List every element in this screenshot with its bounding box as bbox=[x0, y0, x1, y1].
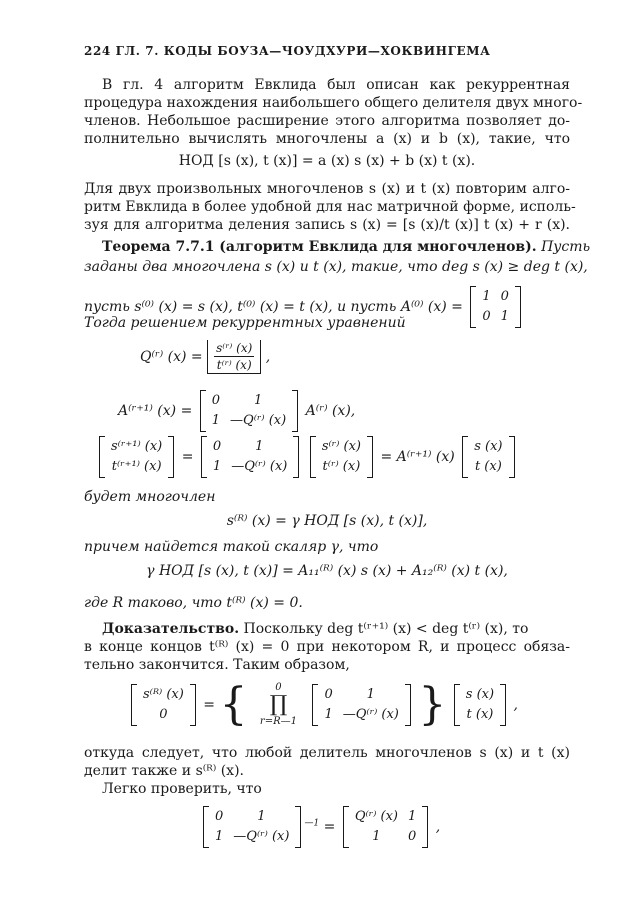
identity-cell: 0 bbox=[500, 289, 509, 304]
vector-current bbox=[310, 436, 373, 478]
comma: , bbox=[435, 819, 441, 835]
equation-sR: s⁽ᴿ⁾ (x) = γ НОД [s (x), t (x)], bbox=[226, 513, 428, 529]
proof-line3: тельно закончится. Таким образом, bbox=[84, 657, 350, 673]
q-matrix bbox=[201, 436, 299, 478]
equation-gamma: γ НОД [s (x), t (x)] = A₁₁⁽ᴿ⁾ (x) s (x) + A₁₂⁽ᴿ⁾ (x) t (x), bbox=[146, 563, 508, 579]
equation-q bbox=[140, 340, 270, 374]
theorem-title: Теорема 7.7.1 (алгоритм Евклида для многочленов). bbox=[102, 239, 537, 255]
para2-line1: Для двух произвольных многочленов s (x) и t (x) повторим алго- bbox=[84, 181, 570, 197]
vector-initial bbox=[454, 684, 506, 726]
inverse-matrix bbox=[343, 806, 428, 848]
comma: , bbox=[513, 697, 518, 713]
eq-q-tail: , bbox=[265, 349, 271, 365]
proof-line1 bbox=[84, 620, 570, 638]
vector-cell: s (x) bbox=[465, 687, 495, 702]
proof-title: Доказательство. bbox=[102, 621, 240, 637]
equation-gcd: НОД [s (x), t (x)] = a (x) s (x) + b (x) t (x). bbox=[178, 153, 476, 169]
proof-line1-text: Поскольку deg t⁽ʳ⁺¹⁾ (x) < deg t⁽ʳ⁾ (x), то bbox=[243, 621, 529, 637]
identity-cell: 1 bbox=[482, 289, 491, 304]
matrix-cell: —Q⁽ʳ⁾ (x) bbox=[231, 459, 288, 474]
equation-product bbox=[128, 679, 518, 730]
matrix-cell: 1 bbox=[408, 809, 417, 824]
q-matrix bbox=[200, 390, 298, 432]
right-brace: } bbox=[418, 679, 447, 730]
product-upper: 0 bbox=[275, 682, 282, 693]
fraction-denominator: t⁽ʳ⁾ (x) bbox=[216, 358, 252, 372]
para3-line1: откуда следует, что любой делитель многочленов s (x) и t (x) bbox=[84, 745, 570, 761]
vector-cell: s⁽ʳ⁾ (x) bbox=[321, 439, 361, 454]
equation-st bbox=[96, 436, 518, 478]
equals-sign: = bbox=[323, 819, 336, 835]
matrix-cell: 1 bbox=[257, 809, 266, 824]
vector-cell: t (x) bbox=[466, 707, 494, 722]
para1-line1: В гл. 4 алгоритм Евклида был описан как рекуррентная bbox=[102, 77, 570, 93]
floor-bracket bbox=[207, 340, 261, 374]
product-operator bbox=[260, 682, 297, 728]
theorem-lead: Пусть bbox=[541, 239, 591, 255]
identity-cell: 0 bbox=[482, 309, 491, 324]
text-budet: будет многочлен bbox=[84, 489, 216, 505]
inverse-exponent: —1 bbox=[304, 818, 320, 829]
matrix-cell: 0 bbox=[324, 687, 333, 702]
text-gde: где R таково, что t⁽ᴿ⁾ (x) = 0. bbox=[84, 595, 303, 611]
proof-line2: в конце концов t⁽ᴿ⁾ (x) = 0 при некотором R, и процесс обяза- bbox=[84, 639, 570, 655]
fraction-numerator: s⁽ʳ⁾ (x) bbox=[216, 341, 253, 355]
eq-a-tail: A⁽ʳ⁾ (x), bbox=[305, 403, 356, 419]
product-symbol: ∏ bbox=[269, 692, 288, 717]
matrix-cell: —Q⁽ʳ⁾ (x) bbox=[230, 413, 287, 428]
para3-line3: Легко проверить, что bbox=[102, 781, 262, 797]
theorem-line3-text: пусть s⁽⁰⁾ (x) = s (x), t⁽⁰⁾ (x) = t (x), и пусть A⁽⁰⁾ (x) = bbox=[84, 299, 463, 315]
fraction bbox=[214, 340, 254, 373]
para3-line2: делит также и s⁽ᴿ⁾ (x). bbox=[84, 763, 244, 779]
matrix-cell: 0 bbox=[408, 829, 417, 844]
matrix-cell: —Q⁽ʳ⁾ (x) bbox=[233, 829, 290, 844]
vector-cell: s⁽ᴿ⁾ (x) bbox=[143, 687, 184, 702]
q-matrix bbox=[312, 684, 410, 726]
equals-sign: = bbox=[181, 449, 194, 465]
matrix-cell: Q⁽ʳ⁾ (x) bbox=[354, 809, 398, 824]
para1-line2: процедура нахождения наибольшего общего делителя двух много- bbox=[84, 95, 583, 111]
matrix-cell: 1 bbox=[372, 829, 381, 844]
vector-cell: t (x) bbox=[474, 459, 502, 474]
matrix-cell: 1 bbox=[366, 687, 375, 702]
matrix-cell: 1 bbox=[255, 439, 264, 454]
theorem-line2: заданы два многочлена s (x) и t (x), такие, что deg s (x) ≥ deg t (x), bbox=[84, 259, 588, 275]
equation-a bbox=[118, 390, 355, 432]
matrix-cell: 1 bbox=[253, 393, 263, 408]
eq-st-mid: = A⁽ʳ⁺¹⁾ (x) bbox=[380, 449, 455, 465]
product-lower: r=R—1 bbox=[259, 716, 297, 727]
equals-sign: = bbox=[203, 697, 216, 713]
matrix-cell: 1 bbox=[211, 413, 221, 428]
theorem-title-line bbox=[84, 238, 591, 256]
vector-cell: s (x) bbox=[474, 439, 503, 454]
vector-next bbox=[99, 436, 174, 478]
para1-line4: полнительно вычислять многочлены a (x) и b (x), такие, что bbox=[84, 131, 570, 147]
eq-q-lhs: Q⁽ʳ⁾ (x) = bbox=[140, 349, 203, 365]
matrix-cell: 0 bbox=[215, 809, 224, 824]
matrix-cell: 1 bbox=[215, 829, 224, 844]
para2-line2: ритм Евклида в более удобной для нас матричной форме, исполь- bbox=[84, 199, 576, 215]
matrix-cell: 1 bbox=[324, 707, 333, 722]
identity-cell: 1 bbox=[500, 309, 509, 324]
vector-final bbox=[131, 684, 196, 726]
vector-cell: 0 bbox=[159, 707, 168, 722]
matrix-cell: 0 bbox=[211, 393, 221, 408]
left-brace: { bbox=[219, 679, 248, 730]
q-matrix bbox=[203, 806, 301, 848]
para2-line3: зуя для алгоритма деления запись s (x) = [s (x)/t (x)] t (x) + r (x). bbox=[84, 217, 570, 233]
eq-a-lhs: A⁽ʳ⁺¹⁾ (x) = bbox=[118, 403, 193, 419]
matrix-cell: 1 bbox=[212, 459, 222, 474]
vector-cell: t⁽ʳ⁾ (x) bbox=[322, 459, 361, 474]
para1-line3: членов. Небольшое расширение этого алгоритма позволяет до- bbox=[84, 113, 570, 129]
matrix-cell: 0 bbox=[212, 439, 222, 454]
vector-cell: t⁽ʳ⁺¹⁾ (x) bbox=[111, 459, 162, 474]
vector-initial bbox=[462, 436, 514, 478]
matrix-cell: —Q⁽ʳ⁾ (x) bbox=[342, 707, 399, 722]
text-prichem: причем найдется такой скаляр γ, что bbox=[84, 539, 379, 555]
equation-inverse bbox=[200, 806, 440, 848]
vector-cell: s⁽ʳ⁺¹⁾ (x) bbox=[111, 439, 163, 454]
running-header: 224 ГЛ. 7. КОДЫ БОУЗА—ЧОУДХУРИ—ХОКВИНГЕМА bbox=[84, 44, 491, 58]
theorem-line4: Тогда решением рекуррентных уравнений bbox=[84, 315, 406, 331]
